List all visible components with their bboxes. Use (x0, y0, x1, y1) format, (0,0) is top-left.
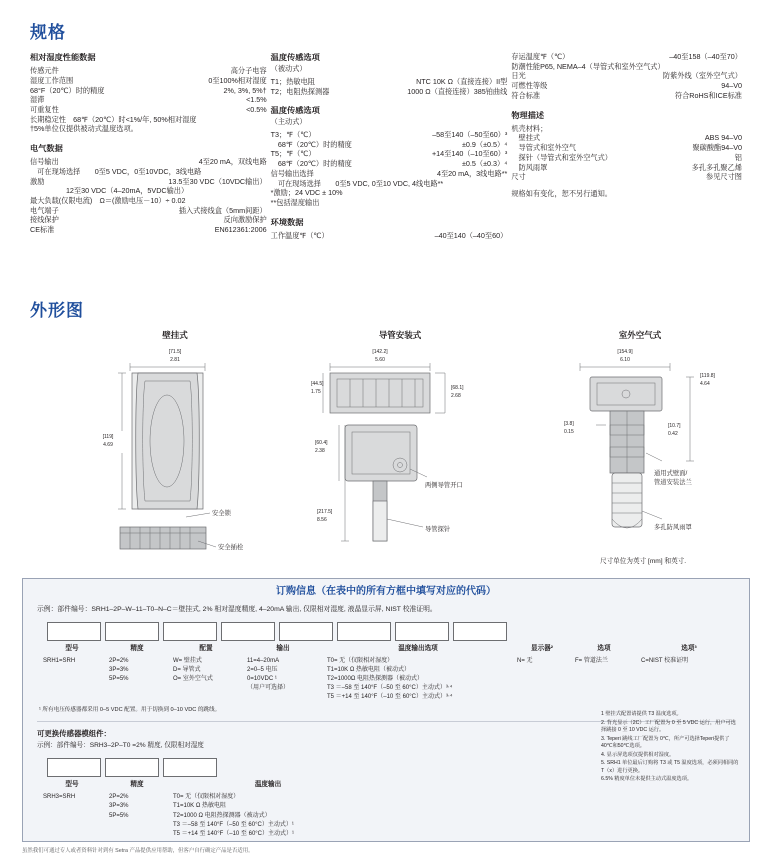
spec-row (30, 86, 267, 96)
spec-row (30, 196, 267, 206)
spec-label: 信号输出选择 (270, 168, 314, 178)
col-line: W= 壁挂式 (173, 657, 202, 664)
order-notes (601, 711, 741, 785)
spec-row (271, 140, 508, 150)
col-head: 精度 (130, 644, 144, 652)
spec-label: 激励 (30, 176, 45, 186)
dim-width-mm: [71.5] (168, 349, 182, 356)
dim-h-in: 4.64 (700, 381, 710, 388)
spec-column-2 (271, 52, 508, 250)
spec-label: 长期稳定性 68℉（20℃）时<1%/年, 50%相对湿度 (30, 114, 197, 124)
col-line: 2P=2% (109, 794, 129, 801)
dim-b-mm: [10.7] (668, 423, 681, 430)
col-line: T3 ＝–58 至 140°F（–50 至 60°C）主动式）¹ (173, 821, 294, 828)
dimensional-drawings-title: 外形图 (30, 301, 84, 320)
spec-value: <0.5% (246, 104, 267, 114)
spec-row (271, 231, 508, 241)
spec-value: ±0.9（±0.5）⁴ (461, 139, 508, 149)
spec-value: 2%, 3%, 5%† (223, 85, 267, 95)
spec-row (30, 167, 267, 177)
col-head: 温度输出选项 (398, 644, 438, 652)
spec-label: 最大负载(仅限电流) Ω＝(激励电压－10）÷ 0.02 (30, 196, 186, 206)
col-head: 配置 (199, 644, 213, 652)
dim-l-in: 8.56 (317, 517, 327, 524)
drawings-area (30, 330, 742, 570)
col-head: 选项³ (681, 644, 697, 652)
spec-label: 68℉（20℃）时的精度 (270, 159, 352, 169)
spec-columns (30, 52, 742, 250)
spec-value: 94–V0 (721, 81, 742, 91)
swap-module-title: 可更换传感器模组件： (37, 728, 111, 738)
spec-value: 聚碳酸酯94–V0 (692, 143, 742, 153)
spec-value: 多孔多孔聚乙烯 (691, 162, 742, 172)
ordering-information-box (22, 578, 750, 842)
col-line: SRH3=SRH (43, 794, 76, 801)
spec-value: 0至100%相对湿度 (208, 75, 267, 85)
dim-d-mm: [60.4] (315, 440, 328, 447)
storage-block (511, 52, 742, 101)
block-subtitle: （主动式） (270, 117, 307, 127)
col-line: T0= 无（仅限相对湿度） (327, 657, 394, 664)
spec-value: 4至20 mA，3线电路** (437, 168, 508, 178)
spec-value: NTC 10K Ω（直接连接）II型 (416, 76, 508, 86)
temp-active-block (271, 105, 508, 208)
label-conduit-opening: 两侧导管开口 (425, 482, 463, 490)
block-title: 相对湿度性能数据 (30, 53, 96, 62)
col-line: 2=0–5 电压 (247, 666, 278, 673)
page-title: 规格 (30, 23, 66, 42)
dim-h-mm: [68.1] (451, 385, 464, 392)
order-code-cell-model[interactable] (47, 622, 101, 641)
physical-description-block (511, 110, 742, 199)
spec-row (30, 76, 267, 86)
order-code-cell-accuracy[interactable] (105, 622, 159, 641)
spec-row (30, 157, 267, 167)
spec-row (511, 133, 742, 143)
svg-text:[44.5]: [44.5] (311, 381, 324, 388)
col-line: 11=4–20mA (247, 657, 280, 664)
order-note: 1 壁挂式配置请提供 T3 温度选项。 (601, 711, 682, 717)
dim-b-in: 0.42 (668, 431, 678, 438)
swap-col-model (39, 781, 105, 838)
label-universal-flange-2: 管道安装法兰 (654, 479, 692, 487)
spec-value: 防紫外线（室外空气式） (662, 71, 742, 81)
spec-row (271, 179, 508, 189)
spec-row (271, 130, 508, 140)
order-note: 2. 背光显示（2C）工厂配置为 0 至 5 VDC 运行，用户可选择跳接 0 至 10 VDC 运行。 (601, 719, 736, 734)
spec-value: ABS 94–V0 (704, 133, 742, 143)
spec-label: T1；热敏电阻 (270, 76, 315, 86)
units-note: 尺寸单位为英寸 [mm] 和英寸. (600, 558, 687, 565)
spec-row (511, 52, 742, 62)
dim-h-mm: [119.8] (700, 373, 715, 380)
order-code-cell-option[interactable] (395, 622, 449, 641)
col-head: 精度 (130, 781, 144, 789)
spec-row (511, 62, 742, 72)
spec-label: 12至30 VDC（4–20mA，5VDC输出） (30, 186, 189, 196)
order-col-output (243, 645, 323, 702)
spec-label: **包括湿度输出 (270, 198, 320, 208)
order-col-temp (323, 645, 513, 702)
order-note: 3. Teperi 跳线工厂配置为 0℃，所产可选择Teperi提供了 40℃和50℃选项。 (601, 735, 730, 750)
col-line: T1=10K Ω 热敏电阻（被动式） (327, 666, 411, 673)
spec-value: 高分子电容 (230, 66, 267, 76)
spec-label: 机壳材料； (511, 123, 548, 133)
block-subtitle: （被动式） (270, 64, 307, 74)
spec-label: 防风雨罩 (511, 162, 548, 172)
order-code-cells (47, 622, 749, 641)
col-head: 型号 (65, 644, 79, 652)
col-line: （用户可选择） (247, 684, 290, 691)
spec-label: 68℉（20℃）时的精度 (270, 139, 352, 149)
col-line: T5 ＝+14 至 140°F（–10 至 60°C）主动式）³⋅⁴ (327, 693, 453, 700)
label-duct-probe: 导管探针 (425, 526, 451, 534)
drawing-duct-mount (305, 330, 495, 556)
spec-row (511, 172, 742, 182)
dim-height-mm: [119] (102, 434, 114, 441)
spec-row (271, 159, 508, 169)
spec-label: *激励；24 VDC ± 10% (270, 188, 343, 198)
col-line: 0=10VDC ¹ (247, 675, 277, 682)
spec-row (271, 169, 508, 179)
order-code-cell-display[interactable] (337, 622, 391, 641)
spec-row (511, 143, 742, 153)
spec-label: 湿度工作范围 (30, 75, 74, 85)
spec-label: 导管式和室外空气 (511, 143, 577, 153)
spec-label: 防潮性能P65, NEMA–4（导管式和室外空气式） (511, 61, 665, 71)
spec-row (30, 186, 267, 196)
order-code-cell-temp[interactable] (279, 622, 333, 641)
spec-label: 可燃性等级 (511, 81, 548, 91)
dim-width-mm: [154.9] (617, 349, 633, 356)
col-line: T2=1000Ω 电阻热探测器（被动式） (327, 675, 424, 682)
spec-row (271, 87, 508, 97)
spec-label: 探针（导管式和室外空气式） (511, 152, 612, 162)
ordering-title: 订购信息（在表中的所有方框中填写对应的代码） (276, 586, 496, 597)
col-line: 5P=5% (109, 675, 129, 682)
spec-label: 接线保护 (30, 215, 59, 225)
col-line: C=NIST 校准证明 (641, 657, 689, 664)
spec-value: 参见尺寸图 (706, 172, 742, 182)
ordering-example: 示例：部件编号：SRH1–2P–W–11–T0–N–C＝壁挂式, 2% 相对湿度精度, 4–20mA 输出, 仅限相对湿度, 液晶显示屏, NIST 校准证明。 (37, 605, 437, 613)
col-line: T5 ＝+14 至 140°F（–10 至 60°C）主动式）¹ (173, 830, 295, 837)
spec-label: 工作温度℉（℃） (270, 230, 329, 240)
spec-label: †5%单位仅提供被动式温度选项。 (30, 124, 138, 134)
spec-label: 68°F（20℃）时的精度 (30, 85, 105, 95)
order-note: 5. SRH1 单位最后订购将 T3 或 T5 温度选项，必须同相同的 T（x）进行更换。 (601, 760, 739, 774)
spec-value: EN612361:2006 (214, 225, 267, 235)
spec-row (511, 189, 742, 199)
spec-column-1 (30, 52, 267, 250)
spec-value: <1.5% (246, 95, 267, 105)
order-code-cell-output[interactable] (221, 622, 275, 641)
spec-label: 规格如有变化，恕不另行通知。 (511, 188, 612, 198)
dim-a-mm: [3.8] (564, 421, 574, 428)
col-line: T1=10K Ω 热敏电阻 (173, 803, 227, 810)
col-line: 5P=5% (109, 812, 129, 819)
order-col-cert (637, 645, 741, 702)
drawing-caption: 室外空气式 (618, 330, 662, 340)
spec-row (30, 206, 267, 216)
col-line: O= 室外空气式 (173, 675, 213, 682)
col-line: 3P=3% (109, 666, 129, 673)
spec-row (30, 115, 267, 125)
spec-label: 湿滞 (30, 95, 45, 105)
block-title: 电气数据 (30, 144, 63, 154)
spec-value: 1000 Ω（直接连接）385铂曲线 (407, 86, 508, 96)
label-safety-latch: 安全插栓 (218, 544, 244, 552)
spec-label: 可在现场选择 0至5 VDC, 0至10 VDC, 4线电路** (270, 178, 444, 188)
label-safety-lock: 安全锁 (212, 510, 231, 518)
spec-label: T5；℉（℃） (270, 149, 316, 159)
order-col-option (571, 645, 637, 702)
swap-code-cell-model[interactable] (47, 758, 101, 777)
col-line: T2=1000 Ω 电阻热探测器（被动式） (173, 812, 271, 819)
spec-row (511, 124, 742, 134)
label-universal-flange: 通用式壁面/ (654, 470, 688, 478)
disclaimer-text: 虽然我们可通过专人或者资料针对到有 Setra 产品提供应用帮助，但客户自行确定产品是否适用。 (22, 848, 254, 854)
spec-label: 存运温度℉（℃） (511, 52, 570, 61)
order-code-cell-config[interactable] (163, 622, 217, 641)
col-line: D= 导管式 (173, 666, 201, 673)
spec-value: 插入式接线盒（5mm间距） (178, 205, 267, 215)
spec-value: ±0.5（±0.3）⁴ (461, 159, 508, 169)
spec-label: T2；电阻热探测器 (270, 86, 330, 96)
spec-value: 13.5至30 VDC（10VDC输出） (168, 176, 267, 186)
block-title: 温度传感选项 (270, 53, 320, 62)
order-note: 6.5% 精度单位未提供主动式温度选项。 (601, 776, 693, 783)
swap-col-accuracy (105, 781, 169, 838)
spec-label: 尺寸 (511, 172, 526, 182)
order-col-accuracy (105, 645, 169, 702)
drawing-caption: 导管安装式 (378, 330, 422, 340)
spec-value: +14至140（–10至60）³ (431, 149, 508, 159)
spec-row (271, 77, 508, 87)
spec-row (30, 177, 267, 187)
col-head: 输出 (276, 644, 290, 652)
swap-module-example: 示例：部件编号：SRH3–2P–T0 =2% 精度, 仅限相对湿度 (37, 741, 204, 749)
spec-value: 反向激励保护 (223, 215, 267, 225)
order-col-display (513, 645, 571, 702)
dim-width-in: 6.10 (620, 357, 630, 364)
col-head: 温度输出 (254, 781, 282, 789)
dim-d-in: 2.38 (315, 448, 325, 455)
dim-width-in: 2.81 (170, 357, 180, 364)
dim-width-in: 5.60 (375, 357, 385, 364)
spec-row (30, 225, 267, 235)
spec-row (30, 215, 267, 225)
spec-row (30, 124, 267, 134)
spec-value: –40至158（–40至70） (669, 52, 742, 61)
order-col-config (169, 645, 243, 702)
drawing-outdoor-air (550, 330, 730, 556)
col-line: SRH1=SRH (43, 657, 76, 664)
rh-performance-block (30, 52, 267, 134)
spec-label: 日光 (511, 71, 526, 81)
swap-options-table (39, 781, 749, 838)
col-line: T3 ＝–58 至 140°F（–50 至 60°C）主动式）³⋅⁴ (327, 684, 453, 691)
spec-row (271, 198, 508, 208)
spec-row (30, 105, 267, 115)
block-title: 物理描述 (511, 110, 545, 120)
spec-label: 可重复性 (30, 104, 59, 114)
spec-row (511, 71, 742, 81)
spec-value: 符合RoHS和ICE标准 (674, 90, 742, 100)
spec-label: 符合标准 (511, 90, 541, 100)
col-line: 3P=3% (109, 803, 129, 810)
spec-row (30, 95, 267, 105)
col-head: 选项 (597, 644, 611, 652)
dim-a-in: 0.15 (564, 429, 574, 436)
col-line: 2P=2% (109, 657, 129, 664)
label-radome: 多孔防风雨罩 (654, 524, 692, 532)
spec-row (511, 153, 742, 163)
spec-column-3 (511, 52, 742, 250)
spec-row (30, 66, 267, 76)
electrical-data-block (30, 143, 267, 235)
dim-h-in: 2.68 (451, 393, 461, 400)
dim-width-mm: [142.2] (372, 349, 388, 356)
spec-value: –58至140（–50至60）³ (432, 130, 508, 139)
spec-label: 可在现场选择 0至5 VDC，0至10VDC，3线电路 (30, 166, 202, 176)
spec-row (511, 91, 742, 101)
dim-l-mm: [217.5] (317, 509, 333, 516)
swap-code-cell-accuracy[interactable] (105, 758, 159, 777)
spec-row (271, 188, 508, 198)
spec-row (511, 163, 742, 173)
svg-text:1.75: 1.75 (311, 389, 321, 396)
col-line: F= 管道法兰 (575, 657, 608, 664)
col-line: N= 无 (517, 657, 533, 664)
col-head: 显示器² (531, 644, 553, 652)
spec-label: CE标准 (30, 225, 55, 235)
spec-label: 电气端子 (30, 205, 59, 215)
swap-col-temp (169, 781, 367, 838)
order-code-cell-cert[interactable] (453, 622, 507, 641)
spec-label: T3；℉（℃） (270, 130, 316, 139)
spec-value: 4至20 mA，双线电路 (198, 157, 267, 167)
col-head: 型号 (65, 781, 79, 789)
spec-value: 铝 (734, 152, 742, 162)
temp-passive-block (271, 52, 508, 96)
spec-row (511, 81, 742, 91)
spec-label: 传感元件 (30, 66, 59, 76)
block-title: 环境数据 (270, 217, 304, 227)
order-col-model (39, 645, 105, 702)
spec-row (271, 149, 508, 159)
order-note: 4. 显示屏选项仅提供相对湿度。 (601, 751, 675, 758)
drawing-wall-mount (90, 330, 260, 556)
spec-value: –40至140（–40至60） (434, 230, 508, 240)
dim-height-in: 4.69 (103, 442, 113, 449)
block-title: 温度传感选项 (270, 106, 320, 116)
spec-label: 壁挂式 (511, 133, 541, 143)
swap-code-cell-temp[interactable] (163, 758, 217, 777)
col-line: T0= 无（仅限相对湿度） (173, 794, 240, 801)
order-footnote: ¹ 所有电压传感器都采用 0–5 VDC 配置。用于切换到 0–10 VDC 的跳线。 (39, 707, 221, 714)
spec-label: 信号输出 (30, 157, 59, 167)
drawing-caption: 壁挂式 (162, 330, 188, 340)
order-options-table (39, 645, 749, 702)
environment-block (271, 217, 508, 241)
